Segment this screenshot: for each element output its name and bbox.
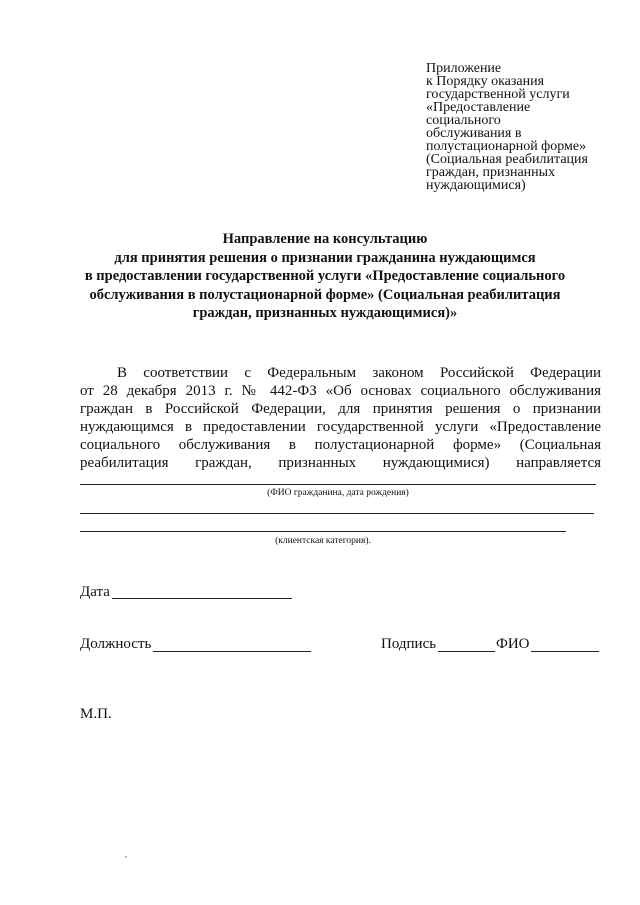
fio-label: ФИО xyxy=(496,636,530,652)
title-line: в предоставлении государственной услуги «Предоставление социального xyxy=(84,268,566,284)
fio-blank-line-signature xyxy=(531,651,599,652)
body-line: нуждающимся в предоставлении государственной услуги «Предоставление xyxy=(80,419,601,435)
position-label: Должность xyxy=(80,636,152,652)
appendix-line: социального xyxy=(426,113,501,128)
title-line: обслуживания в полустационарной форме» (Социальная реабилитация xyxy=(89,286,561,303)
appendix-line: (Социальная реабилитация xyxy=(426,152,588,167)
date-label: Дата xyxy=(80,584,110,600)
category-caption: (клиентская категория). xyxy=(275,536,371,546)
appendix-line: обслуживания в xyxy=(426,126,522,141)
body-line: социального обслуживания в полустационарной форме» (Социальная xyxy=(80,437,601,453)
body-line: от 28 декабря 2013 г. № 442-ФЗ «Об основах социального обслуживания xyxy=(80,383,601,399)
scan-speck xyxy=(125,856,127,858)
title-line: Направление на консультацию xyxy=(222,231,428,247)
appendix-line: Приложение xyxy=(426,61,502,76)
body-paragraph xyxy=(80,364,601,472)
title-line: граждан, признанных нуждающимися)» xyxy=(192,305,458,321)
appendix-line: государственной услуги xyxy=(426,87,570,102)
appendix-line: полустационарной форме» xyxy=(426,139,587,154)
document-title xyxy=(60,230,590,323)
body-line: В соответствии с Федеральным законом Российской Федерации xyxy=(117,365,601,381)
appendix-line: к Порядку оказания xyxy=(426,74,545,89)
appendix-line: «Предоставление xyxy=(426,100,531,115)
fio-blank-line xyxy=(80,484,596,485)
signature-label: Подпись xyxy=(381,636,437,652)
stamp-place-label: М.П. xyxy=(80,706,112,722)
body-line: граждан в Российской Федерации, для принятия решения о признании xyxy=(80,401,601,417)
appendix-line: нуждающимися) xyxy=(426,178,526,193)
category-blank-line-1 xyxy=(80,513,594,514)
position-blank-line xyxy=(153,651,311,652)
date-blank-line xyxy=(112,598,292,599)
appendix-line: граждан, признанных xyxy=(426,165,556,180)
title-line: для принятия решения о признании гражданина нуждающимся xyxy=(114,249,536,266)
appendix-note xyxy=(426,62,626,192)
body-line: реабилитация граждан, признанных нуждающимися) направляется xyxy=(80,455,601,471)
category-blank-line-2 xyxy=(80,531,566,532)
signature-blank-line xyxy=(438,651,495,652)
fio-caption: (ФИО гражданина, дата рождения) xyxy=(267,488,409,498)
